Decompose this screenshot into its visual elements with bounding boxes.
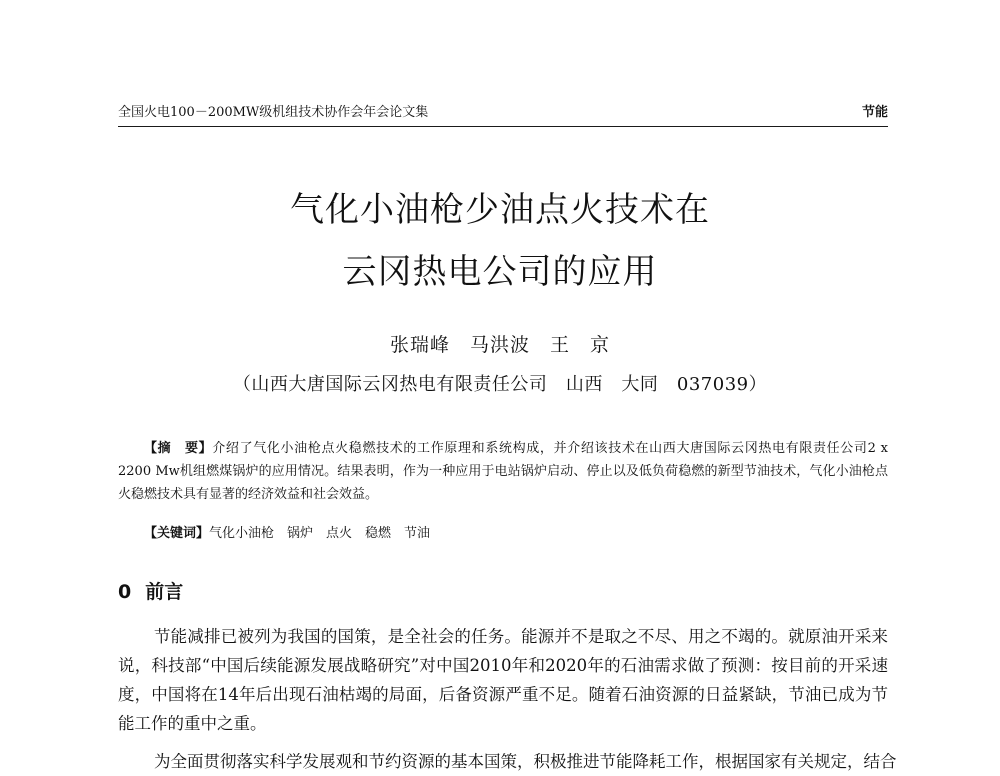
section-number: 0 xyxy=(118,581,132,603)
keywords-label: 【关键词】 xyxy=(144,526,210,541)
body-paragraph-cut-off: 为全面贯彻落实科学发展观和节约资源的基本国策，积极推进节能降耗工作，根据国家有关规定，结合 xyxy=(154,752,897,771)
abstract-text: 介绍了气化小油枪点火稳燃技术的工作原理和系统构成，并介绍该技术在山西大唐国际云冈热电有限责任公司2 x 2200 Mw机组燃煤锅炉的应用情况。结果表明，作为一种应用于电站锅炉启动、停止以及低负荷稳燃的新型节油技术，气化小油枪点火稳燃技术具有显著的经济效益和社会效益。 xyxy=(118,441,888,502)
running-header xyxy=(118,104,888,127)
header-proceedings-title: 全国火电100－200MW级机组技术协作会年会论文集 xyxy=(118,105,429,120)
header-section-label: 节能 xyxy=(861,105,888,120)
section-heading xyxy=(118,580,183,604)
keywords-text: 气化小油枪 锅炉 点火 稳燃 节油 xyxy=(209,526,431,541)
paper-title-line-2: 云冈热电公司的应用 xyxy=(342,252,658,292)
abstract-label: 【摘 要】 xyxy=(144,441,213,456)
abstract xyxy=(118,437,888,506)
author-affiliation: （山西大唐国际云冈热电有限责任公司 山西 大同 037039） xyxy=(232,374,768,395)
section-title: 前言 xyxy=(145,581,184,603)
paper-title-line-1: 气化小油枪少油点火技术在 xyxy=(290,190,710,230)
author-list: 张瑞峰 马洪波 王 京 xyxy=(389,334,610,356)
body-paragraph: 节能减排已被列为我国的国策，是全社会的任务。能源并不是取之不尽、用之不竭的。就原油开采来说，科技部“中国后续能源发展战略研究”对中国2010年和2020年的石油需求做了预测：按目前的开采速度，中国将在14年后出现石油枯竭的局面，后备资源严重不足。随着石油资源的日益紧缺，节油已成为节能工作的重中之重。 xyxy=(118,627,888,733)
keywords xyxy=(144,524,430,544)
